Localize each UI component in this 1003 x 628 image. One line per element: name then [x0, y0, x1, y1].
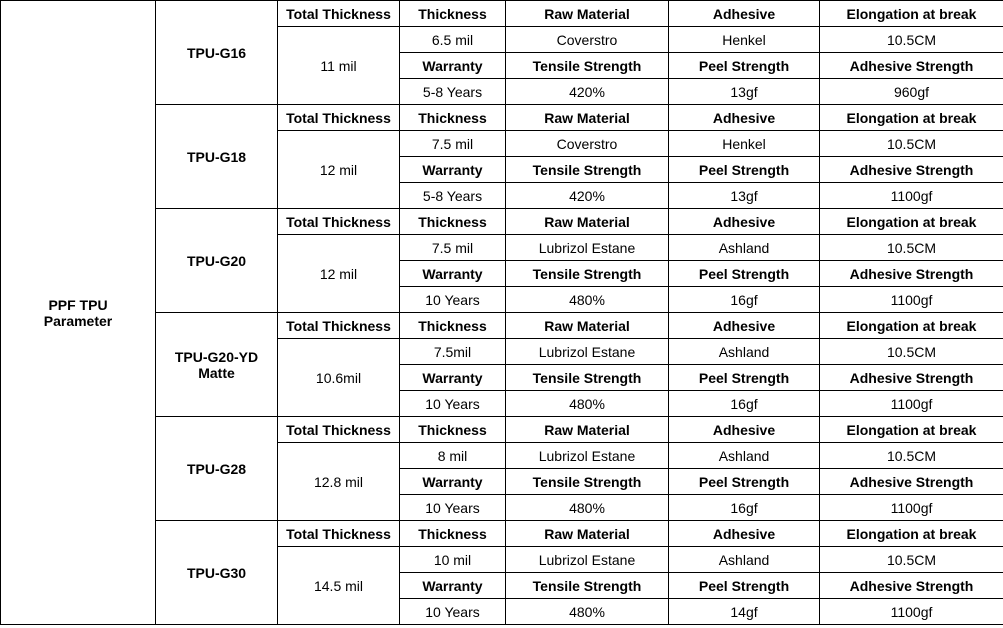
header-elongation: Elongation at break: [820, 313, 1003, 339]
tensile-strength-value: 420%: [506, 183, 669, 209]
header-raw-material: Raw Material: [506, 105, 669, 131]
total-thickness-value: 12.8 mil: [278, 443, 400, 521]
thickness-value: 7.5 mil: [400, 131, 506, 157]
header-peel-strength: Peel Strength: [669, 53, 820, 79]
header-adhesive-strength: Adhesive Strength: [820, 261, 1003, 287]
adhesive-strength-value: 960gf: [820, 79, 1003, 105]
thickness-value: 7.5 mil: [400, 235, 506, 261]
peel-strength-value: 16gf: [669, 287, 820, 313]
header-raw-material: Raw Material: [506, 313, 669, 339]
header-peel-strength: Peel Strength: [669, 573, 820, 599]
elongation-value: 10.5CM: [820, 547, 1003, 573]
header-warranty: Warranty: [400, 157, 506, 183]
header-raw-material: Raw Material: [506, 1, 669, 27]
total-thickness-value: 14.5 mil: [278, 547, 400, 625]
header-thickness: Thickness: [400, 313, 506, 339]
elongation-value: 10.5CM: [820, 443, 1003, 469]
tensile-strength-value: 420%: [506, 79, 669, 105]
header-elongation: Elongation at break: [820, 209, 1003, 235]
product-model-name: TPU-G18: [186, 148, 247, 165]
header-tensile-strength: Tensile Strength: [506, 365, 669, 391]
adhesive-strength-value: 1100gf: [820, 287, 1003, 313]
header-adhesive-strength: Adhesive Strength: [820, 365, 1003, 391]
header-warranty: Warranty: [400, 469, 506, 495]
warranty-value: 10 Years: [400, 391, 506, 417]
adhesive-strength-value: 1100gf: [820, 495, 1003, 521]
header-adhesive-strength: Adhesive Strength: [820, 573, 1003, 599]
header-adhesive-strength: Adhesive Strength: [820, 53, 1003, 79]
group-label-line1: PPF TPU: [48, 296, 108, 313]
adhesive-strength-value: 1100gf: [820, 391, 1003, 417]
elongation-value: 10.5CM: [820, 131, 1003, 157]
total-thickness-value: 12 mil: [278, 131, 400, 209]
header-adhesive: Adhesive: [669, 521, 820, 547]
adhesive-value: Ashland: [669, 547, 820, 573]
header-adhesive-strength: Adhesive Strength: [820, 157, 1003, 183]
peel-strength-value: 16gf: [669, 391, 820, 417]
header-adhesive: Adhesive: [669, 1, 820, 27]
header-elongation: Elongation at break: [820, 105, 1003, 131]
header-peel-strength: Peel Strength: [669, 261, 820, 287]
product-model-name: TPU-G16: [186, 44, 247, 61]
adhesive-value: Henkel: [669, 131, 820, 157]
adhesive-value: Henkel: [669, 27, 820, 53]
header-thickness: Thickness: [400, 105, 506, 131]
product-model-cell: [156, 209, 278, 313]
header-total-thickness: Total Thickness: [278, 417, 400, 443]
thickness-value: 8 mil: [400, 443, 506, 469]
warranty-value: 5-8 Years: [400, 183, 506, 209]
tensile-strength-value: 480%: [506, 287, 669, 313]
peel-strength-value: 14gf: [669, 599, 820, 625]
product-model-name: TPU-G30: [186, 564, 247, 581]
header-adhesive: Adhesive: [669, 417, 820, 443]
tensile-strength-value: 480%: [506, 391, 669, 417]
product-model-name: TPU-G20: [186, 252, 247, 269]
warranty-value: 10 Years: [400, 287, 506, 313]
header-tensile-strength: Tensile Strength: [506, 469, 669, 495]
header-adhesive: Adhesive: [669, 313, 820, 339]
adhesive-strength-value: 1100gf: [820, 183, 1003, 209]
tensile-strength-value: 480%: [506, 599, 669, 625]
warranty-value: 10 Years: [400, 495, 506, 521]
group-label-cell: [1, 1, 156, 625]
header-thickness: Thickness: [400, 521, 506, 547]
header-total-thickness: Total Thickness: [278, 209, 400, 235]
product-model-name: TPU-G20-YD: [174, 348, 259, 365]
warranty-value: 5-8 Years: [400, 79, 506, 105]
header-warranty: Warranty: [400, 365, 506, 391]
adhesive-value: Ashland: [669, 339, 820, 365]
header-tensile-strength: Tensile Strength: [506, 157, 669, 183]
header-peel-strength: Peel Strength: [669, 469, 820, 495]
header-elongation: Elongation at break: [820, 1, 1003, 27]
header-peel-strength: Peel Strength: [669, 365, 820, 391]
product-model-cell: [156, 417, 278, 521]
header-adhesive-strength: Adhesive Strength: [820, 469, 1003, 495]
product-model-variant: Matte: [198, 364, 235, 381]
header-total-thickness: Total Thickness: [278, 521, 400, 547]
product-model-cell: [156, 313, 278, 417]
header-warranty: Warranty: [400, 261, 506, 287]
peel-strength-value: 13gf: [669, 79, 820, 105]
table-row-header-primary: [1, 1, 1003, 27]
group-label-line2: Parameter: [43, 312, 113, 329]
header-raw-material: Raw Material: [506, 209, 669, 235]
adhesive-value: Ashland: [669, 443, 820, 469]
total-thickness-value: 11 mil: [278, 27, 400, 105]
product-model-name: TPU-G28: [186, 460, 247, 477]
raw-material-value: Lubrizol Estane: [506, 547, 669, 573]
product-model-cell: [156, 1, 278, 105]
adhesive-strength-value: 1100gf: [820, 599, 1003, 625]
elongation-value: 10.5CM: [820, 235, 1003, 261]
header-raw-material: Raw Material: [506, 417, 669, 443]
header-total-thickness: Total Thickness: [278, 313, 400, 339]
thickness-value: 6.5 mil: [400, 27, 506, 53]
header-thickness: Thickness: [400, 417, 506, 443]
thickness-value: 10 mil: [400, 547, 506, 573]
header-elongation: Elongation at break: [820, 417, 1003, 443]
header-total-thickness: Total Thickness: [278, 1, 400, 27]
header-raw-material: Raw Material: [506, 521, 669, 547]
header-adhesive: Adhesive: [669, 209, 820, 235]
peel-strength-value: 13gf: [669, 183, 820, 209]
header-adhesive: Adhesive: [669, 105, 820, 131]
elongation-value: 10.5CM: [820, 339, 1003, 365]
raw-material-value: Lubrizol Estane: [506, 339, 669, 365]
raw-material-value: Coverstro: [506, 131, 669, 157]
header-warranty: Warranty: [400, 573, 506, 599]
header-thickness: Thickness: [400, 209, 506, 235]
raw-material-value: Coverstro: [506, 27, 669, 53]
elongation-value: 10.5CM: [820, 27, 1003, 53]
header-tensile-strength: Tensile Strength: [506, 573, 669, 599]
header-thickness: Thickness: [400, 1, 506, 27]
thickness-value: 7.5mil: [400, 339, 506, 365]
total-thickness-value: 12 mil: [278, 235, 400, 313]
header-total-thickness: Total Thickness: [278, 105, 400, 131]
header-peel-strength: Peel Strength: [669, 157, 820, 183]
header-tensile-strength: Tensile Strength: [506, 261, 669, 287]
total-thickness-value: 10.6mil: [278, 339, 400, 417]
product-model-cell: [156, 105, 278, 209]
adhesive-value: Ashland: [669, 235, 820, 261]
header-tensile-strength: Tensile Strength: [506, 53, 669, 79]
raw-material-value: Lubrizol Estane: [506, 443, 669, 469]
table-body: [1, 1, 1003, 625]
warranty-value: 10 Years: [400, 599, 506, 625]
header-elongation: Elongation at break: [820, 521, 1003, 547]
header-warranty: Warranty: [400, 53, 506, 79]
tensile-strength-value: 480%: [506, 495, 669, 521]
raw-material-value: Lubrizol Estane: [506, 235, 669, 261]
product-model-cell: [156, 521, 278, 625]
peel-strength-value: 16gf: [669, 495, 820, 521]
